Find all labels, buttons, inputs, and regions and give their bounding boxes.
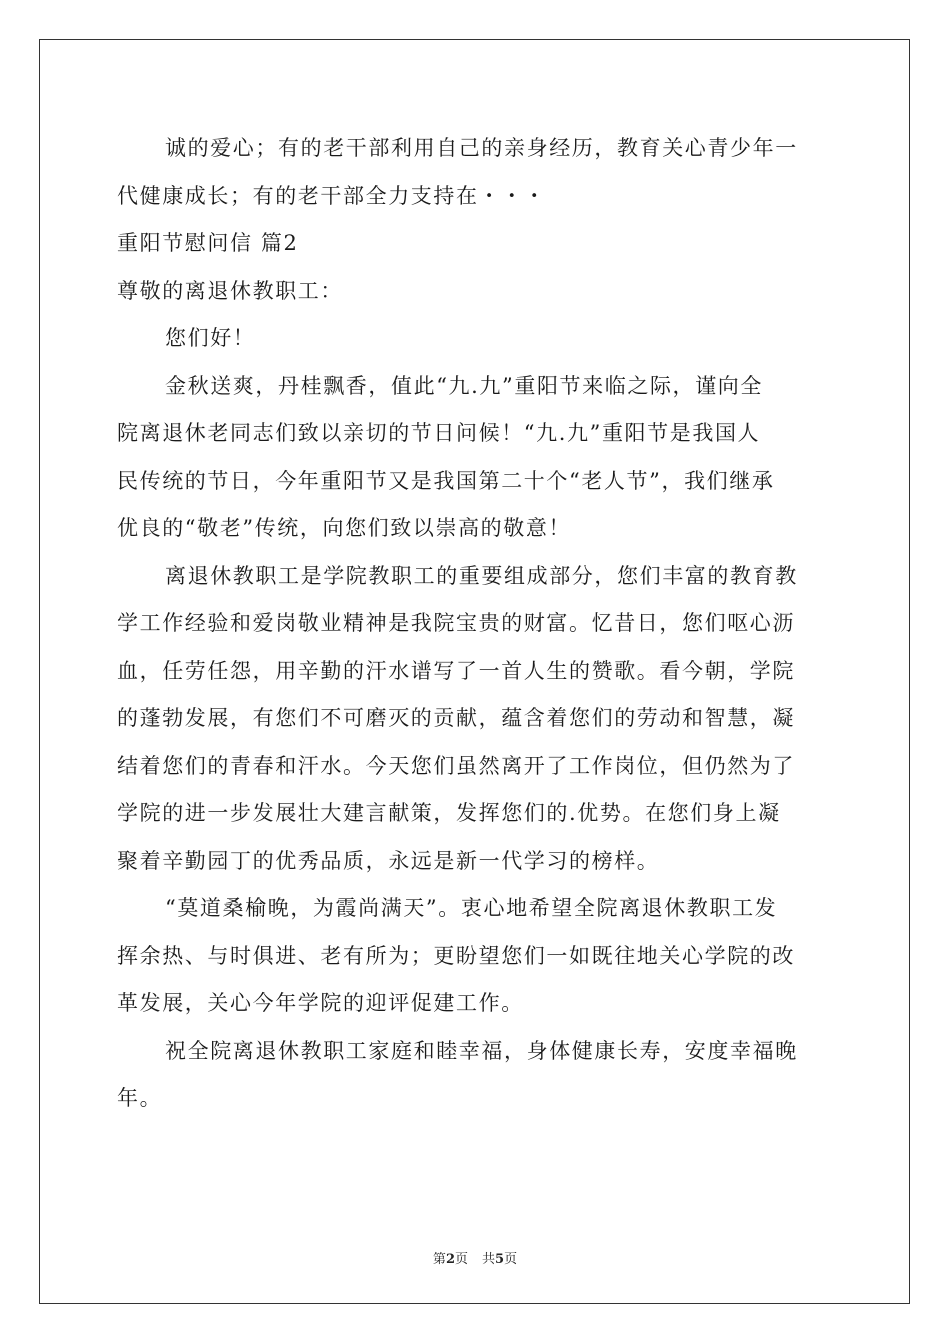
paragraph-line: 血，任劳任怨，用辛勤的汗水谱写了一首人生的赞歌。看今朝，学院 [117, 658, 795, 683]
total-prefix: 共 [482, 1252, 496, 1267]
paragraph-line: 诚的爱心；有的老干部利用自己的亲身经历，教育关心青少年一 [165, 136, 798, 160]
letter-body [117, 125, 833, 1123]
paragraph-line: 结着您们的青春和汗水。今天您们虽然离开了工作岗位，但仍然为了 [117, 753, 795, 778]
total-suffix: 页 [504, 1252, 518, 1267]
paragraph-line: 学工作经验和爱岗敬业精神是我院宝贵的财富。忆昔日，您们呕心沥 [117, 611, 795, 635]
paragraph-line: 学院的进一步发展壮大建言献策，发挥您们的.优势。在您们身上凝 [117, 801, 781, 825]
paragraph-line: 聚着辛勤园丁的优秀品质，永远是新一代学习的榜样。 [117, 848, 660, 873]
paragraph-line: 金秋送爽，丹桂飘香，值此“九.九”重阳节来临之际，谨向全 [165, 373, 763, 398]
greeting: 您们好！ [165, 326, 256, 350]
paragraph-line: 革发展，关心今年学院的迎评促建工作。 [117, 991, 524, 1015]
page-prefix: 第 [432, 1252, 446, 1267]
paragraph-line: 民传统的节日，今年重阳节又是我国第二十个“老人节”，我们继承 [117, 468, 775, 493]
current-page-number: 2 [445, 1252, 455, 1267]
page-suffix: 页 [454, 1252, 468, 1267]
closing-wish: 年。 [117, 1086, 163, 1110]
paragraph-line: 代健康成长；有的老干部全力支持在・・・ [117, 183, 547, 208]
total-page-number: 5 [495, 1252, 505, 1267]
paragraph-line: 优良的“敬老”传统，向您们致以崇高的敬意！ [117, 516, 572, 540]
section-heading: 重阳节慰问信 篇2 [117, 231, 299, 255]
paragraph-line: 的蓬勃发展，有您们不可磨灭的贡献，蕴含着您们的劳动和智慧，凝 [117, 706, 795, 730]
paragraph-line: 院离退休老同志们致以亲切的节日问候！“九.九”重阳节是我国人 [117, 421, 761, 445]
closing-wish: 祝全院离退休教职工家庭和睦幸福，身体健康长寿，安度幸福晚 [165, 1038, 798, 1063]
paragraph-line: “莫道桑榆晚，为霞尚满天”。衷心地希望全院离退休教职工发 [165, 896, 778, 920]
page-footer [0, 1248, 950, 1267]
paragraph-line: 离退休教职工是学院教职工的重要组成部分，您们丰富的教育教 [165, 563, 798, 588]
salutation: 尊敬的离退休教职工： [117, 278, 343, 303]
paragraph-line: 挥余热、与时俱进、老有所为；更盼望您们一如既往地关心学院的改 [117, 943, 795, 968]
